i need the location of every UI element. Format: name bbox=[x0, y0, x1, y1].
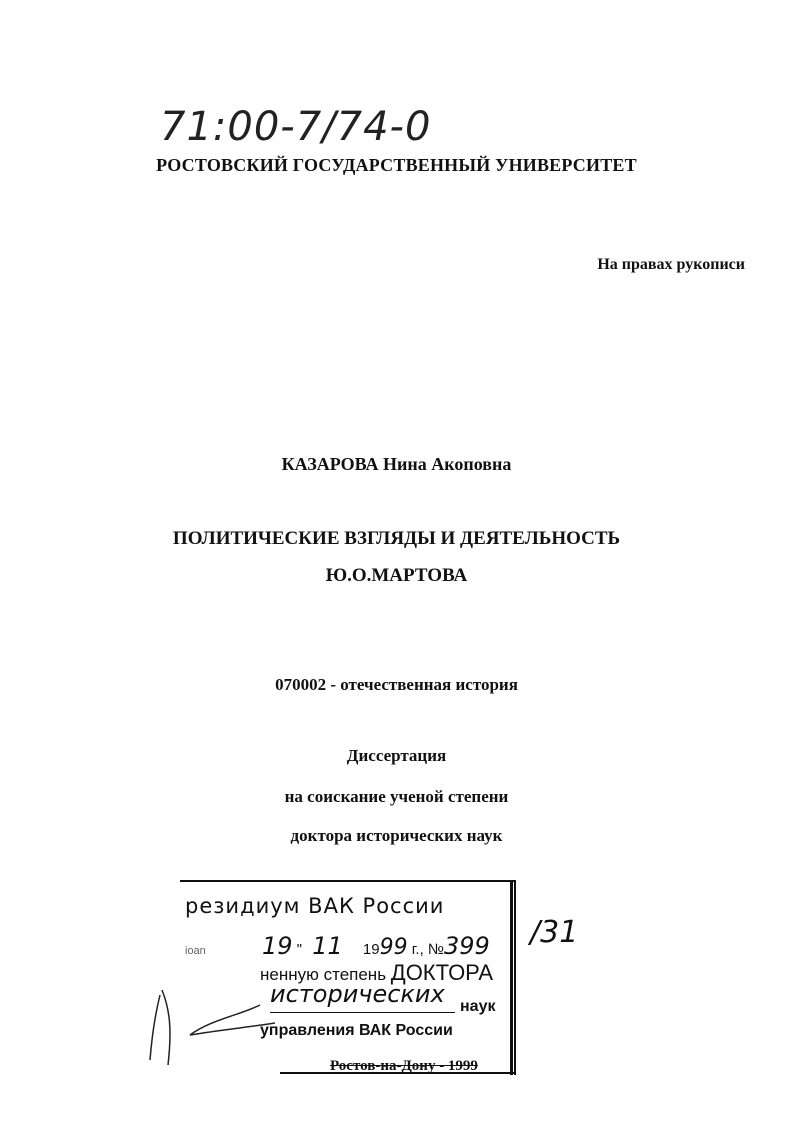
stamp-presidium-line: резидиум ВАК России bbox=[185, 894, 445, 918]
stamp-field-handwritten: исторических bbox=[270, 980, 445, 1008]
stamp-sciences-word: наук bbox=[460, 998, 496, 1015]
stamp-right-border bbox=[510, 880, 513, 1075]
degree-purpose: на соискание ученой степени bbox=[284, 787, 509, 806]
stamp-administration-line: управления ВАК России bbox=[260, 1022, 453, 1039]
stamp-date-prefix: ioan bbox=[185, 945, 206, 957]
stamp-number-label: г., № bbox=[411, 941, 444, 958]
thesis-title-line-2: Ю.О.МАРТОВА bbox=[325, 565, 468, 586]
signature-scribble bbox=[100, 975, 280, 1075]
stamp-field-underline bbox=[270, 1012, 455, 1013]
rights-note: На правах рукописи bbox=[597, 256, 745, 273]
stamp-year-prefix: 19 bbox=[362, 941, 380, 958]
stamp-date-line bbox=[185, 932, 490, 960]
stamp-year-suffix: 99 bbox=[379, 935, 408, 960]
dissertation-label: Диссертация bbox=[346, 746, 447, 765]
side-handwritten-note: /31 bbox=[530, 915, 579, 950]
specialty-code: 070002 - отечественная история bbox=[275, 675, 518, 694]
degree-name: доктора исторических наук bbox=[290, 826, 503, 845]
author-name: КАЗАРОВА Нина Акоповна bbox=[281, 454, 512, 474]
stamp-month: 11 bbox=[312, 932, 343, 960]
stamp-city-year: Ростов-на-Дону - 1999 bbox=[330, 1058, 478, 1074]
university-name: РОСТОВСКИЙ ГОСУДАРСТВЕННЫЙ УНИВЕРСИТЕТ bbox=[156, 155, 637, 175]
vak-approval-stamp bbox=[170, 880, 530, 1080]
stamp-top-border bbox=[180, 880, 516, 882]
stamp-number: 399 bbox=[444, 932, 490, 960]
stamp-degree-label: ненную степень bbox=[260, 965, 387, 984]
stamp-degree: ДОКТОРА bbox=[390, 960, 494, 985]
handwritten-code-text: 71:00-7/74-0 bbox=[160, 104, 432, 150]
stamp-right-border-inner bbox=[514, 880, 516, 1075]
thesis-title-line-1: ПОЛИТИЧЕСКИЕ ВЗГЛЯДЫ И ДЕЯТЕЛЬНОСТЬ bbox=[172, 528, 621, 549]
stamp-day: 19 bbox=[261, 932, 293, 960]
stamp-quote-mark: " bbox=[296, 941, 303, 958]
handwritten-registration-code bbox=[160, 98, 460, 158]
